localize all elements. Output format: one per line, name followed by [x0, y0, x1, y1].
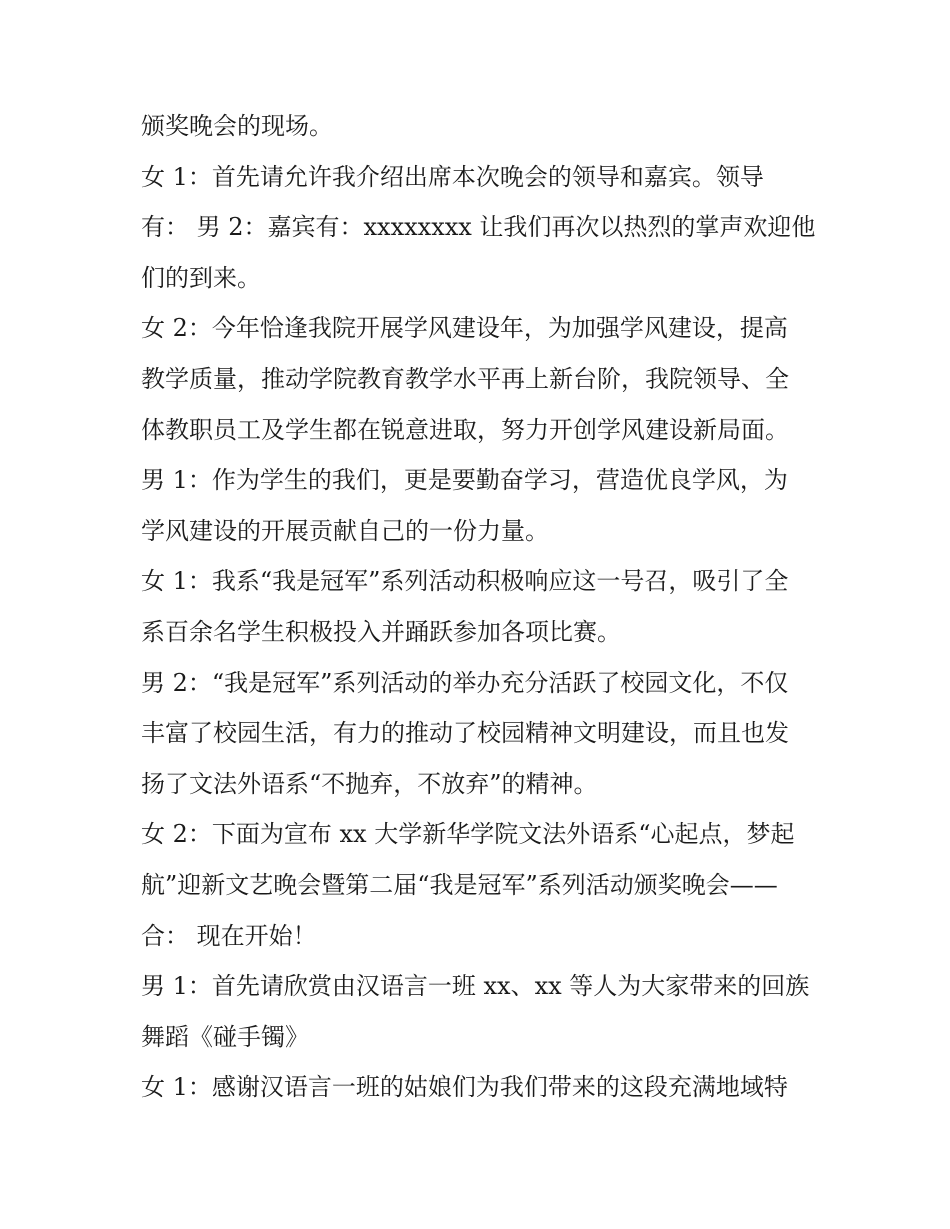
text-line: 系百余名学生积极投入并踊跃参加各项比赛。 [141, 617, 621, 646]
text-line: 教学质量，推动学院教育教学水平再上新台阶，我院领导、全 [141, 364, 789, 393]
text-line: 男 2：“我是冠军”系列活动的举办充分活跃了校园文化，不仅 [141, 668, 789, 697]
text-line: 扬了文法外语系“不抛弃，不放弃”的精神。 [141, 769, 598, 798]
text-line: 女 2：今年恰逢我院开展学风建设年，为加强学风建设，提高 [141, 314, 788, 343]
text-line: 舞蹈《碰手镯》 [141, 1022, 309, 1051]
text-line: 颁奖晚会的现场。 [141, 112, 333, 140]
text-line: 合： 现在开始！ [141, 921, 317, 950]
text-line: 女 2：下面为宣布 xx 大学新华学院文法外语系“心起点，梦起 [141, 820, 795, 849]
text-line: 女 1：我系“我是冠军”系列活动积极响应这一号召，吸引了全 [141, 567, 789, 596]
text-line: 有： 男 2：嘉宾有：xxxxxxxx 让我们再次以热烈的掌声欢迎他 [141, 213, 816, 242]
text-line: 女 1：首先请允许我介绍出席本次晚会的领导和嘉宾。领导 [141, 162, 764, 191]
text-line: 体教职员工及学生都在锐意进取，努力开创学风建设新局面。 [141, 415, 789, 444]
text-line: 男 1：首先请欣赏由汉语言一班 xx、xx 等人为大家带来的回族 [141, 972, 810, 1001]
text-line: 男 1：作为学生的我们，更是要勤奋学习，营造优良学风，为 [141, 466, 788, 495]
text-line: 航”迎新文艺晚会暨第二届“我是冠军”系列活动颁奖晚会—— [141, 870, 778, 899]
text-line: 们的到来。 [141, 263, 261, 292]
text-line: 女 1：感谢汉语言一班的姑娘们为我们带来的这段充满地域特 [141, 1073, 788, 1102]
document-body [141, 101, 821, 1113]
text-line: 学风建设的开展贡献自己的一份力量。 [141, 516, 549, 545]
text-line: 丰富了校园生活，有力的推动了校园精神文明建设，而且也发 [141, 719, 789, 748]
